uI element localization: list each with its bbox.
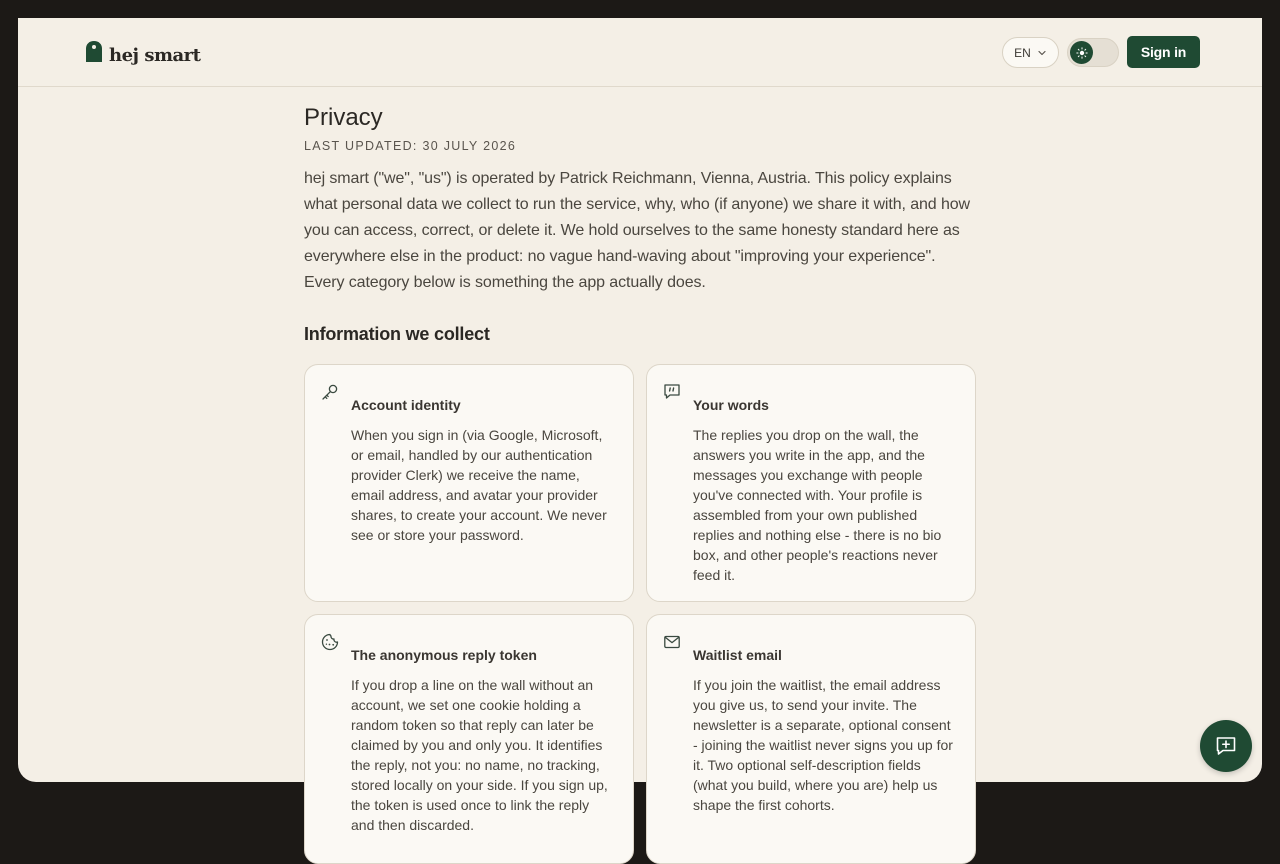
info-card-anonymous-token (304, 614, 634, 864)
language-selector[interactable] (1002, 37, 1059, 68)
card-body: If you drop a line on the wall without an account, we set one cookie holding a random token so that reply can later be claimed by you and only you. It identifies the reply, not you: no name, no tracking, stored locally on your side. If you sign up, the token is used once to link the reply and then discarded. (351, 677, 608, 833)
feedback-button[interactable] (1200, 720, 1252, 772)
card-title: Account identity (351, 397, 461, 413)
section-heading: Information we collect (304, 324, 490, 344)
privacy-content (304, 102, 976, 864)
info-card-waitlist-email (646, 614, 976, 864)
theme-toggle-knob (1070, 41, 1093, 64)
info-cards-grid (304, 364, 976, 864)
logo-tag-icon (85, 41, 103, 63)
message-plus-icon (1215, 735, 1237, 757)
page-title: Privacy (304, 104, 383, 131)
chevron-down-icon (1037, 48, 1047, 58)
card-title: Your words (693, 397, 769, 413)
top-navigation-bar (18, 18, 1262, 87)
card-title: Waitlist email (693, 647, 782, 663)
card-title: The anonymous reply token (351, 647, 537, 663)
brand-logo[interactable] (85, 41, 201, 66)
card-body: If you join the waitlist, the email address you give us, to send your invite. The newsletter is a separate, optional consent - joining the waitlist never signs you up for it. Two optional self-description fields (what you build, where you are) help us shape the first cohorts. (693, 677, 953, 813)
intro-paragraph: hej smart ("we", "us") is operated by Patrick Reichmann, Vienna, Austria. This policy explains what personal data we collect to run the service, why, who (if anyone) we share it with, and how you can access, correct, or delete it. We hold ourselves to the same honesty standard here as everywhere else in the product: no vague hand-waving about "improving your experience". Every category below is something the app actually does. (304, 170, 971, 291)
mail-icon (663, 633, 681, 651)
info-card-your-words (646, 364, 976, 602)
cookie-icon (321, 633, 339, 651)
quote-bubble-icon (663, 383, 681, 401)
sign-in-button[interactable]: Sign in (1127, 36, 1200, 68)
language-label: EN (1014, 45, 1031, 60)
theme-toggle[interactable] (1067, 38, 1119, 67)
app-window (18, 18, 1262, 833)
info-card-account-identity (304, 364, 634, 602)
key-icon (321, 383, 339, 401)
last-updated-date: LAST UPDATED: 30 JULY 2026 (304, 139, 517, 153)
card-body: The replies you drop on the wall, the answers you write in the app, and the messages you exchange with people you've connected with. Your profile is assembled from your own published replies and nothing else - there is no bio box, and other people's reactions never feed it. (693, 427, 942, 583)
card-body: When you sign in (via Google, Microsoft, or email, handled by our authentication provider Clerk) we receive the name, email address, and avatar your provider shares, to create your account. We never see or store your password. (351, 427, 607, 543)
brand-name: hej smart (109, 45, 201, 66)
sun-icon (1076, 47, 1088, 59)
